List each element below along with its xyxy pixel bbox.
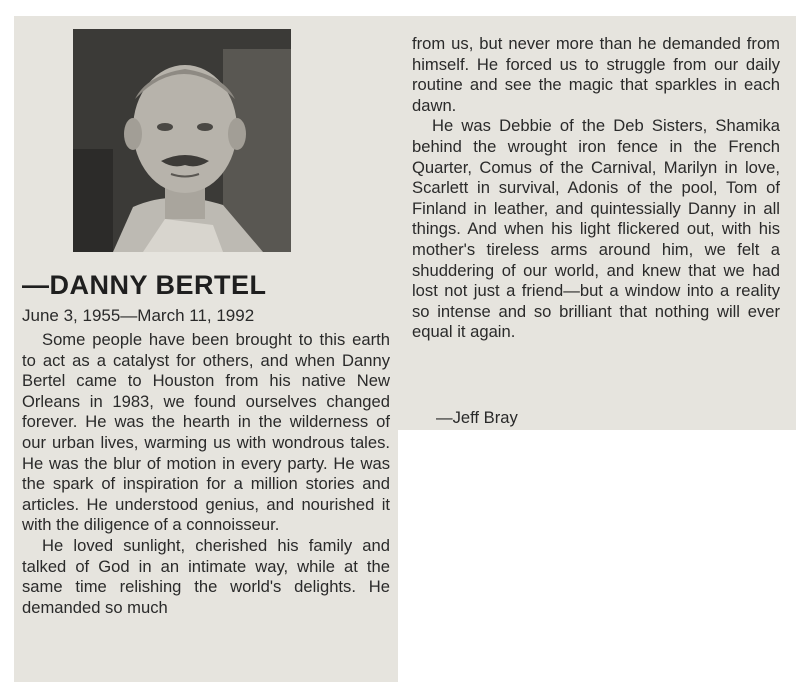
obituary-paragraph: He was Debbie of the Deb Sisters, Shamika behind the wrought iron fence in the French Quarter, Comus of the Carnival, Marilyn in love, Scarlett in survival, Adonis of the pool, Tom of Finland in leather, and quintessially Danny in all things. And when his light flickered out, with his mother's tireless arms around him, we felt a shuddering of our world, and knew that we had lost not just a friend—but a window into a reality so intense and so brilliant that nothing will ever equal it again. <box>412 116 780 342</box>
obituary-paragraph-continued: from us, but never more than he demanded from himself. He forced us to struggle from our daily routine and see the magic that sparkles in each dawn. <box>412 34 780 115</box>
obituary-dates: June 3, 1955—March 11, 1992 <box>22 306 255 325</box>
obituary-paragraph: Some people have been brought to this earth to act as a catalyst for others, and when Danny Bertel came to Houston from his native New Orleans in 1983, we found ourselves changed forever. He was the hearth in the wilderness of our urban lives, warming us with wondrous tales. He was the blur of motion in every party. He was the spark of inspiration for a million stories and articles. He understood genius, and nourished it with the diligence of a connoisseur. <box>22 330 390 535</box>
obituary-signature: —Jeff Bray <box>436 408 518 427</box>
obituary-column-left <box>22 330 390 618</box>
obituary-name: —DANNY BERTEL <box>22 270 267 300</box>
obituary-paragraph: He loved sunlight, cherished his family and talked of God in an intimate way, while at the same time relishing the world's delights. He demanded so much <box>22 535 390 617</box>
portrait-photo <box>73 29 291 252</box>
obituary-column-right <box>412 34 780 343</box>
